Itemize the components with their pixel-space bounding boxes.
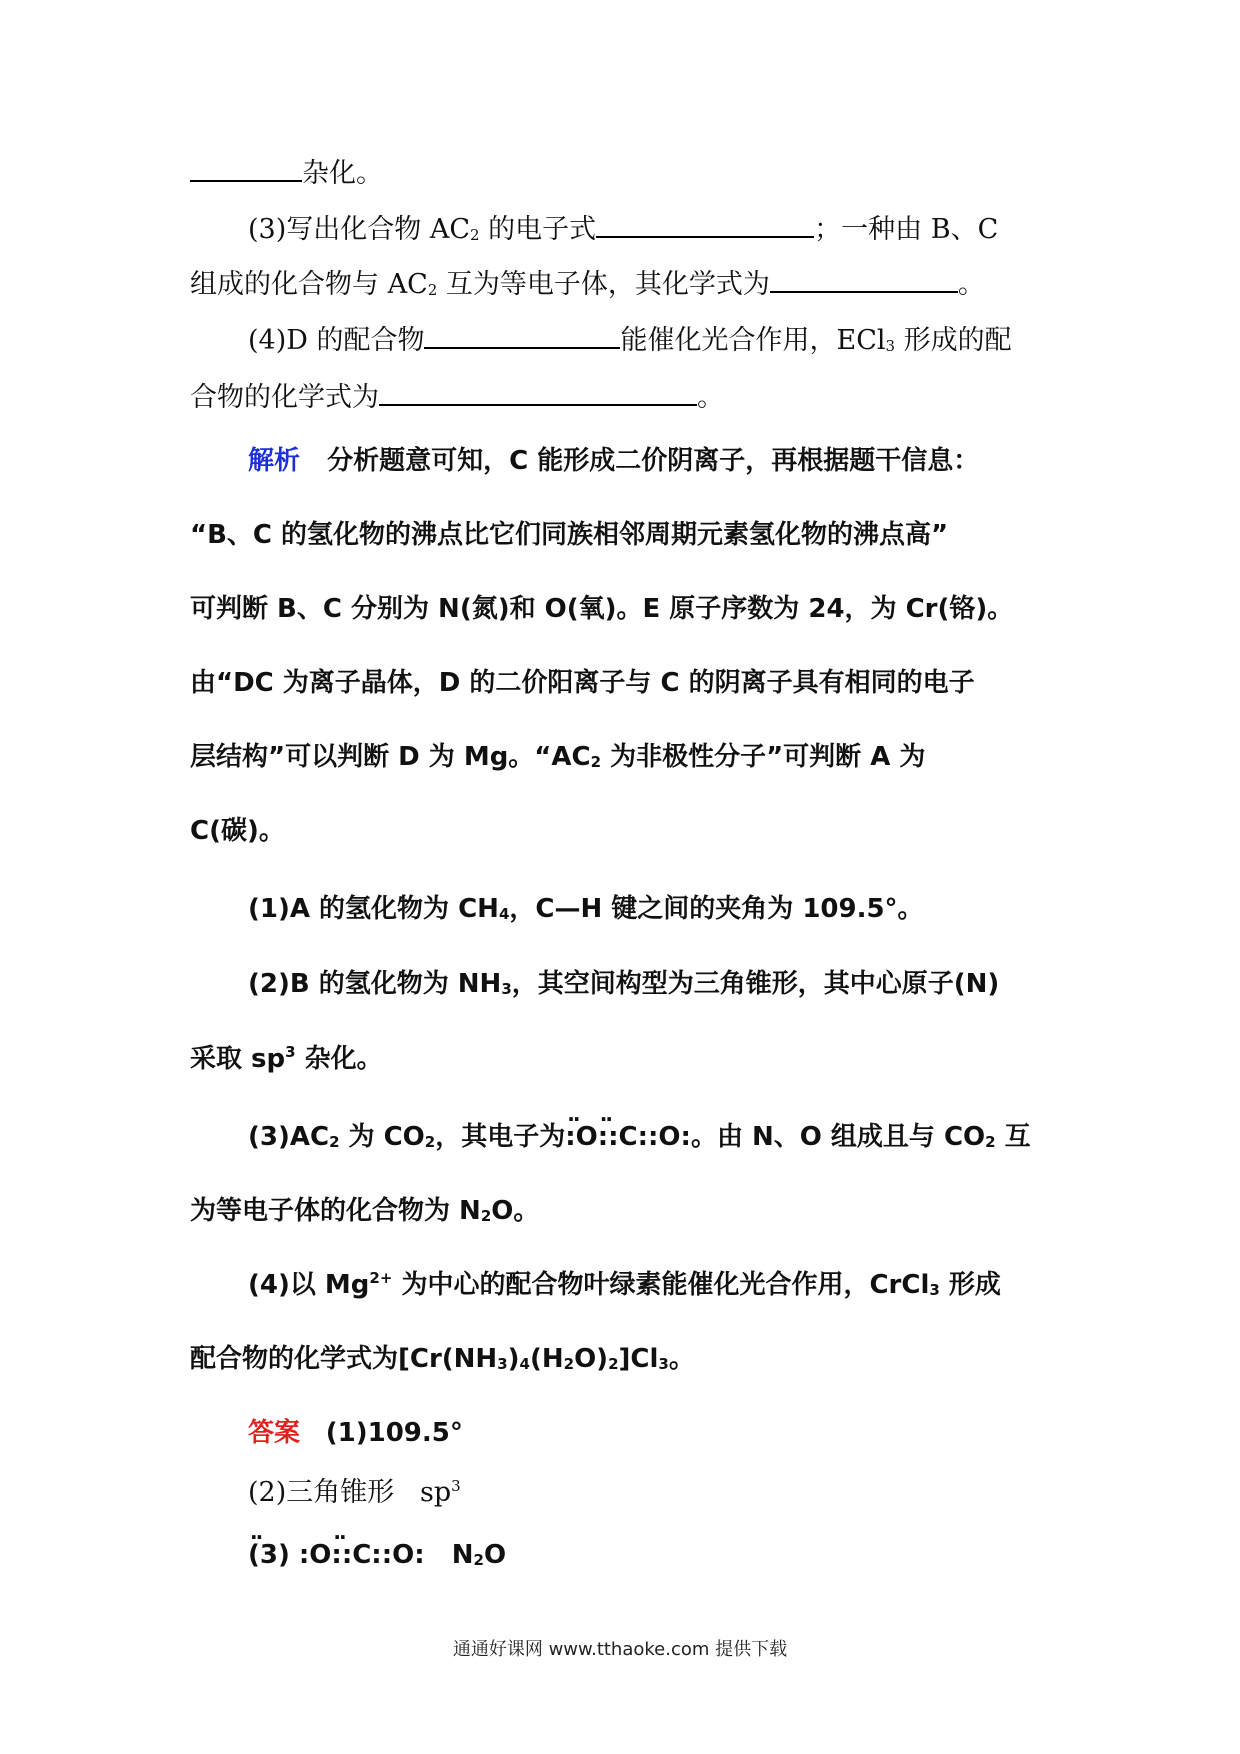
electron-formula-part: ·· :O	[565, 1120, 598, 1154]
analysis-line-1	[248, 444, 1118, 478]
s4c: 形成	[939, 1270, 1001, 1300]
s1b: ，C—H 键之间的夹角为 109.5°。	[509, 894, 924, 924]
s4l2d: O)	[574, 1344, 609, 1374]
analysis-label: 解析	[248, 446, 301, 476]
subscript: 3	[658, 1355, 669, 1373]
electron-formula-part: ·· ::C::O	[331, 1538, 414, 1572]
answer-3d: N	[451, 1540, 474, 1570]
s3e: 互	[995, 1122, 1031, 1152]
subscript: 3	[501, 980, 512, 998]
subscript: 2	[470, 226, 480, 244]
q3-l2a: 组成的化合物与 AC	[190, 269, 428, 300]
subscript: 2	[427, 281, 438, 299]
answer-label: 答案	[248, 1418, 301, 1448]
s3d: 。由 N、O 组成且与 CO	[690, 1122, 986, 1152]
s4l2c: (H	[529, 1344, 564, 1374]
analysis-s4-line-2	[190, 1342, 1060, 1381]
answer-blank	[770, 265, 958, 293]
answer-line-1	[248, 1416, 1118, 1450]
s2l2a: 采取 sp	[190, 1044, 286, 1074]
q3-label: (3)写出化合物 AC	[248, 214, 470, 245]
q2-tail-text: 杂化。	[302, 158, 383, 189]
q3-mid: 的电子式	[479, 214, 597, 245]
s3b: 为 CO	[339, 1122, 425, 1152]
q4-l2: 合物的化学式为	[190, 382, 379, 413]
analysis-line-3	[190, 592, 1060, 626]
q4-l2end: 。	[697, 382, 724, 413]
q3-l2end: 。	[957, 269, 985, 300]
analysis-p5b: 为非极性分子”可判断 A 为	[601, 742, 926, 772]
analysis-line-6	[190, 814, 1060, 848]
analysis-s3-line-2	[190, 1194, 1060, 1233]
s4l2e: ]Cl	[618, 1344, 659, 1374]
q4-line-1	[248, 321, 1118, 363]
s3l2a: 为等电子体的化合物为 N	[190, 1196, 481, 1226]
answer-blank	[190, 154, 302, 182]
subscript: 3	[885, 337, 896, 355]
subscript: 3	[497, 1355, 508, 1373]
q2-tail-line	[190, 154, 1060, 191]
q4-b: 能催化光合作用，ECl	[620, 325, 886, 356]
superscript: 3	[451, 1477, 461, 1495]
analysis-s4	[248, 1268, 1118, 1307]
q3-l2b: 互为等电子体，其化学式为	[437, 269, 770, 300]
analysis-s3	[248, 1120, 1118, 1159]
analysis-p1: 分析题意可知，C 能形成二价阴离子，再根据题干信息：	[327, 446, 980, 476]
electron-formula-part: :	[414, 1540, 425, 1570]
subscript: 2	[985, 1133, 996, 1151]
q4-line-2	[190, 378, 1060, 415]
s3l2b: O。	[491, 1196, 540, 1226]
answer-blank	[424, 321, 620, 349]
analysis-p3: 可判断 B、C 分别为 N(氮)和 O(氧)。E 原子序数为 24，为 Cr(铬)。	[190, 594, 1014, 624]
subscript: 2	[424, 1133, 436, 1151]
analysis-line-5	[190, 740, 1060, 779]
analysis-s2-line-2	[190, 1042, 1060, 1076]
subscript: 2	[563, 1355, 575, 1373]
s2b: ，其空间构型为三角锥形，其中心原子(N)	[511, 969, 1000, 999]
s3c: ，其电子为	[435, 1122, 566, 1152]
s4a: (4)以 Mg	[248, 1270, 370, 1300]
analysis-s2	[248, 967, 1118, 1006]
electron-formula-part: ·· ::C::O	[598, 1120, 681, 1154]
s3a: (3)AC	[248, 1122, 330, 1152]
analysis-p4: 由“DC 为离子晶体，D 的二价阳离子与 C 的阴离子具有相同的电子	[190, 668, 975, 698]
answer-2a: (2)三角锥形	[248, 1477, 395, 1508]
answer-blank	[379, 378, 697, 406]
q3-line-2	[190, 265, 1060, 307]
answer-1: (1)109.5°	[325, 1418, 463, 1448]
answer-2b: sp	[420, 1477, 452, 1508]
analysis-p2: “B、C 的氢化物的沸点比它们同族相邻周期元素氢化物的沸点高”	[190, 520, 949, 550]
analysis-p5a: 层结构”可以判断 D 为 Mg。“AC	[190, 742, 591, 772]
s4b: 为中心的配合物叶绿素能催化光合作用，CrCl	[392, 1270, 930, 1300]
answer-3e: O	[483, 1540, 507, 1570]
superscript: 3	[285, 1043, 296, 1061]
analysis-s1	[248, 892, 1118, 931]
subscript: 4	[519, 1355, 530, 1373]
s4l2f: 。	[668, 1344, 695, 1374]
q4-c: 形成的配	[895, 325, 1012, 356]
answer-line-3	[248, 1538, 1118, 1577]
s4l2b: )	[507, 1344, 520, 1374]
subscript: 2	[473, 1551, 484, 1569]
s2a: (2)B 的氢化物为 NH	[248, 969, 502, 999]
subscript: 2	[329, 1133, 340, 1151]
q3-tail: ；一种由 B、C	[814, 214, 999, 245]
analysis-line-4	[190, 666, 1060, 700]
subscript: 2	[480, 1207, 492, 1225]
s4l2a: 配合物的化学式为[Cr(NH	[190, 1344, 498, 1374]
footer-watermark: 通通好课网 www.tthaoke.com 提供下载	[452, 1639, 788, 1660]
subscript: 2	[590, 753, 602, 771]
q4-a: (4)D 的配合物	[248, 325, 425, 356]
answer-line-2	[248, 1476, 1118, 1510]
s2l2b: 杂化。	[295, 1044, 383, 1074]
subscript: 4	[498, 905, 510, 923]
subscript: 2	[608, 1355, 619, 1373]
s1a: (1)A 的氢化物为 CH	[248, 894, 499, 924]
electron-formula-part: ·· (3) :O	[248, 1538, 331, 1572]
q3-line-1	[248, 210, 1118, 252]
electron-formula-part: :	[680, 1122, 691, 1152]
analysis-line-2	[190, 518, 1060, 552]
answer-blank	[596, 210, 814, 238]
subscript: 3	[929, 1281, 940, 1299]
analysis-p6: C(碳)。	[190, 816, 285, 846]
superscript: 2+	[369, 1269, 393, 1287]
